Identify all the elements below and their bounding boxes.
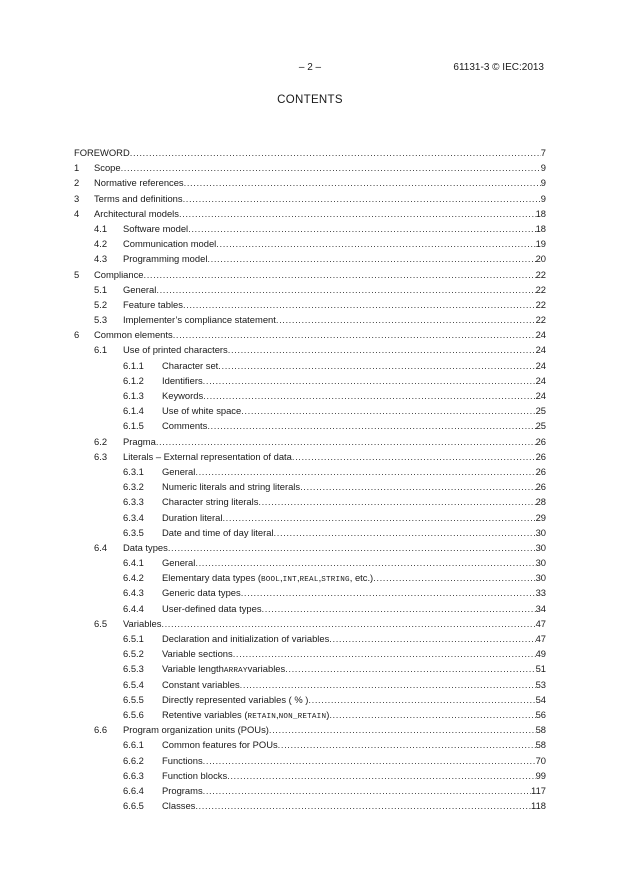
dot-leader [269,722,536,737]
dot-leader [183,297,536,312]
dot-leader [195,798,531,813]
dot-leader [373,570,535,585]
toc-entry-number: 6.6 [94,724,108,736]
toc-entry[interactable] [74,479,546,494]
toc-entry-line [123,282,546,297]
dot-leader [274,525,536,540]
toc-entry[interactable] [74,251,546,266]
toc-entry[interactable] [74,267,546,282]
dot-leader [183,191,541,206]
dot-leader [195,555,535,570]
toc-entry-number: 6.2 [94,435,108,447]
toc-entry-line [162,677,546,692]
toc-entry-title: Data types [123,541,168,553]
dot-leader [262,601,536,616]
toc-entry-line [123,236,546,251]
toc-entry-title: , [280,572,283,584]
toc-entry-page: 24 [535,359,546,371]
toc-entry-title: Normative references [94,177,184,189]
toc-entry-title: Directly represented variables ( % ) [162,693,309,705]
toc-entry-page: 51 [535,663,546,675]
document-id-header: 61131-3 © IEC:2013 [453,62,544,73]
toc-entry[interactable] [74,646,546,661]
toc-entry-code: RETAIN [247,712,277,721]
toc-entry[interactable] [74,373,546,388]
toc-entry-line [162,388,546,403]
toc-entry-title: Generic data types [162,587,241,599]
toc-entry-title: Functions [162,754,203,766]
toc-entry-page: 53 [535,678,546,690]
toc-entry-number: 6.1.5 [123,420,144,432]
toc-entry-title: Literals – External representation of data [123,450,292,462]
toc-entry-number: 6.4.4 [123,602,144,614]
dot-leader [203,783,531,798]
dot-leader [241,403,535,418]
toc-entry-number: 6.6.5 [123,800,144,812]
toc-entry-number: 6.3.1 [123,465,144,477]
toc-entry-number: 6.6.1 [123,739,144,751]
toc-entry-number: 5 [74,268,80,280]
toc-entry-title: Classes [162,800,196,812]
toc-entry-page: 26 [535,435,546,447]
toc-entry-line [162,692,546,707]
toc-entry-number: 6.6.3 [123,769,144,781]
dot-leader [233,646,536,661]
toc-entry-number: 1 [74,162,80,174]
toc-entry-page: 29 [535,511,546,523]
dot-leader [292,449,536,464]
toc-entry-page: 47 [535,617,546,629]
toc-entry-page: 19 [535,238,546,250]
toc-entry-page: 58 [535,739,546,751]
dot-leader [308,692,535,707]
toc-entry[interactable] [74,783,546,798]
toc-entry-title: Common features for POUs [162,739,278,751]
toc-entry-title: Use of white space [162,405,242,417]
toc-entry-page: 47 [535,633,546,644]
toc-entry-number: 6.4.2 [123,572,144,584]
dot-leader [130,145,541,160]
toc-entry-page: 22 [535,298,546,310]
toc-entry[interactable] [74,722,546,737]
toc-entry-title: Terms and definitions [94,192,183,204]
toc-entry-line [162,631,546,646]
dot-leader [184,175,541,190]
toc-entry-title: Use of printed characters [123,344,228,356]
toc-entry-title: Software model [123,222,189,234]
toc-entry[interactable] [74,206,546,221]
toc-entry-page: 18 [535,222,546,234]
toc-entry-page: 30 [535,526,546,538]
toc-entry-number: 6.5 [94,617,108,629]
toc-entry-title: Programming model [123,253,208,265]
toc-entry-page: 58 [535,724,546,736]
dot-leader [228,342,536,357]
toc-entry-number: 5.3 [94,314,108,326]
toc-entry-line [123,616,546,631]
toc-entry-title: Character set [162,359,219,371]
dot-leader [203,373,536,388]
toc-entry[interactable] [74,403,546,418]
toc-entry-line [94,175,546,190]
toc-entry-title: Programs [162,784,203,796]
toc-entry[interactable] [74,692,546,707]
dot-leader [276,312,536,327]
toc-entry-number: 6.4.3 [123,587,144,599]
toc-entry-page: 20 [535,253,546,265]
toc-entry-title: User-defined data types [162,602,262,614]
toc-entry-page: 25 [535,420,546,432]
toc-entry[interactable] [74,707,546,722]
toc-entry-number: 6.3 [94,450,108,462]
toc-entry-title: Keywords [162,390,204,401]
toc-entry-line [94,191,546,206]
toc-entry-number: 4.2 [94,238,108,250]
toc-entry[interactable] [74,464,546,479]
toc-entry-number: 6.3.5 [123,526,144,538]
dot-leader [179,206,536,221]
toc-entry-page: 22 [535,283,546,295]
toc-entry-page: 30 [535,541,546,553]
toc-entry-title: , [276,708,279,720]
toc-entry-title: ) [326,708,330,720]
toc-entry-page: 7 [540,147,546,158]
toc-entry[interactable] [74,282,546,297]
toc-entry-line [162,768,546,783]
toc-entry-page: 54 [535,693,546,705]
toc-entry-line [162,373,546,388]
toc-entry-title: Identifiers [162,374,203,386]
dot-leader [121,160,541,175]
toc-entry-line [94,327,546,342]
dot-leader [329,631,535,646]
toc-entry-page: 24 [535,390,546,401]
toc-entry-page: 33 [535,587,546,599]
dot-leader [144,267,536,282]
toc-entry[interactable] [74,677,546,692]
toc-entry-page: 22 [535,268,546,280]
toc-entry[interactable] [74,570,546,585]
toc-entry-title: Character string literals [162,496,259,508]
dot-leader [227,768,535,783]
toc-entry-line [123,449,546,464]
toc-entry-title: , [318,572,322,584]
dot-leader [203,753,536,768]
toc-entry-title: , [296,572,300,584]
dot-leader [222,510,535,525]
toc-entry-line [162,403,546,418]
toc-entry-number: 6.6.4 [123,784,144,796]
dot-leader [300,479,535,494]
toc-entry-title: General [162,465,196,477]
toc-entry-title: Duration literal [162,511,223,523]
toc-entry-page: 30 [535,557,546,569]
toc-entry-number: 6.5.3 [123,663,144,675]
toc-entry-page: 118 [531,800,546,812]
toc-entry-line [162,753,546,768]
dot-leader [240,677,536,692]
toc-entry-line [94,267,546,282]
toc-entry-number: 6.5.6 [123,708,144,720]
toc-entry-page: 49 [535,648,546,660]
toc-entry-number: 4.3 [94,253,108,265]
toc-entry[interactable] [74,798,546,813]
toc-entry[interactable] [74,768,546,783]
dot-leader [173,327,536,342]
toc-entry[interactable] [74,191,546,206]
toc-entry-page: 34 [535,602,546,614]
toc-entry-line [162,601,546,616]
dot-leader [207,251,535,266]
toc-entry-line [162,646,546,661]
dot-leader [156,434,536,449]
toc-entry-title: Architectural models [94,207,179,219]
dot-leader [207,418,535,433]
toc-entry-line [162,358,546,373]
toc-entry-title: Pragma [123,435,156,447]
toc-entry-line [123,297,546,312]
dot-leader [216,236,535,251]
dot-leader [168,540,536,555]
toc-entry-line [162,585,546,600]
toc-entry-code: BOOL [261,576,281,585]
toc-entry-title: Communication model [123,238,217,250]
toc-entry-page: 26 [535,481,546,493]
toc-entry-line [94,206,546,221]
toc-entry-number: 6.4 [94,541,108,553]
toc-entry-line [94,160,546,175]
toc-entry-page: 99 [535,769,546,781]
toc-entry-page: 9 [540,192,546,204]
toc-entry-number: 3 [74,192,80,204]
toc-entry-number: 4.1 [94,222,108,234]
toc-entry-title: Function blocks [162,769,228,781]
toc-entry-number: 6.1.4 [123,405,144,417]
toc-entry-number: 6.4.1 [123,557,144,569]
toc-entry[interactable] [74,494,546,509]
toc-entry-title: General [162,557,196,569]
toc-entry-number: 5.2 [94,298,108,310]
toc-entry-line [162,525,546,540]
toc-entry-title: FOREWORD [74,147,130,158]
toc-entry[interactable] [74,327,546,342]
dot-leader [278,737,536,752]
toc-entry-title: Common elements [94,329,173,341]
toc-entry-line [162,555,546,570]
toc-entry-line [162,783,546,798]
toc-entry-line [123,251,546,266]
toc-entry-title: Numeric literals and string literals [162,481,301,493]
toc-entry-title: Implementer’s compliance statement [123,314,276,326]
toc-entry-number: 6.5.5 [123,693,144,705]
toc-entry-line [162,464,546,479]
toc-entry-page: 9 [540,162,546,174]
toc-entry-line [162,494,546,509]
toc-entry-number: 6.1.2 [123,374,144,386]
toc-entry-number: 4 [74,207,80,219]
dot-leader [161,616,535,631]
dot-leader [218,358,535,373]
toc-entry-title: Date and time of day literal [162,526,274,538]
toc-entry-line [123,342,546,357]
dot-leader [329,707,535,722]
toc-entry[interactable] [74,737,546,752]
toc-entry[interactable] [74,555,546,570]
contents-title: CONTENTS [277,94,343,106]
toc-entry-line [162,798,546,813]
toc-entry-number: 2 [74,177,80,189]
toc-entry-line [123,540,546,555]
toc-entry-number: 6.1.1 [123,359,144,371]
toc-entry-title: Program organization units (POUs) [123,724,269,736]
toc-entry-title: Constant variables [162,678,240,690]
toc-entry-page: 9 [540,177,546,189]
toc-entry[interactable] [74,525,546,540]
toc-entry[interactable] [74,753,546,768]
toc-entry-title: Elementary data types ( [162,572,262,584]
toc-entry-page: 56 [535,708,546,720]
toc-entry-line [123,221,546,236]
dot-leader [258,494,535,509]
toc-entry[interactable] [74,297,546,312]
toc-entry-number: 5.1 [94,283,108,295]
toc-entry-number: 6.3.2 [123,481,144,493]
toc-entry-line [162,479,546,494]
toc-entry-page: 25 [535,405,546,417]
toc-entry-title: Retentive variables ( [162,708,248,720]
toc-entry-number: 6.1.3 [123,390,144,401]
toc-entry-number: 6.3.3 [123,496,144,508]
toc-entry-number: 6.5.1 [123,633,144,644]
toc-entry-title: Feature tables [123,298,183,310]
toc-entry-title: Declaration and initialization of variables [162,633,330,644]
toc-entry-title: Compliance [94,268,144,280]
toc-entry-number: 6.6.2 [123,754,144,766]
toc-entry-title: Variables [123,617,162,629]
toc-entry-line [74,145,546,160]
toc-entry-code: INT [282,576,297,585]
toc-entry[interactable] [74,616,546,631]
toc-entry[interactable] [74,540,546,555]
toc-entry[interactable] [74,510,546,525]
toc-entry[interactable] [74,631,546,646]
dot-leader [188,221,535,236]
toc-entry[interactable] [74,312,546,327]
toc-entry-title: , etc.) [349,572,374,584]
toc-entry-page: 24 [535,344,546,356]
toc-entry-title: General [123,283,157,295]
dot-leader [195,464,535,479]
toc-entry-number: 6 [74,329,80,341]
toc-entry-page: 117 [531,784,546,796]
toc-entry[interactable] [74,145,546,160]
toc-entry-page: 24 [535,329,546,341]
dot-leader [285,661,535,676]
toc-entry-page: 28 [535,496,546,508]
toc-entry[interactable] [74,434,546,449]
toc-entry-line [162,510,546,525]
toc-entry-title: Variable length [162,663,224,675]
toc-entry-title: variables [247,663,286,675]
toc-entry[interactable] [74,221,546,236]
dot-leader [156,282,535,297]
page-number-header: – 2 – [298,62,322,73]
toc-entry-page: 70 [535,754,546,766]
toc-entry-number: 6.3.4 [123,511,144,523]
toc-entry-line [162,418,546,433]
toc-entry-title: Variable sections [162,648,233,660]
toc-entry-line [123,434,546,449]
toc-entry-line [123,312,546,327]
toc-entry[interactable] [74,388,546,403]
dot-leader [241,585,536,600]
toc-entry-page: 26 [535,450,546,462]
dot-leader [203,388,535,403]
toc-entry[interactable] [74,175,546,190]
toc-entry-title: Comments [162,420,208,432]
toc-entry-page: 24 [535,374,546,386]
toc-entry-page: 30 [535,572,546,584]
toc-entry[interactable] [74,342,546,357]
toc-entry-line [123,722,546,737]
toc-entry-number: 6.5.4 [123,678,144,690]
toc-entry-line [162,737,546,752]
toc-entry[interactable] [74,358,546,373]
toc-entry-page: 26 [535,465,546,477]
toc-entry-number: 6.1 [94,344,108,356]
toc-entry-page: 18 [535,207,546,219]
toc-entry-code: REAL [299,576,319,585]
toc-entry-code: STRING [321,576,350,585]
toc-entry-code: NON_RETAIN [278,712,327,721]
toc-entry[interactable] [74,418,546,433]
toc-entry-code: ARRAY [223,667,248,676]
toc-entry[interactable] [74,661,546,676]
toc-entry[interactable] [74,585,546,600]
toc-entry-number: 6.5.2 [123,648,144,660]
toc-entry[interactable] [74,160,546,175]
table-of-contents [74,145,546,813]
toc-entry-page: 22 [535,314,546,326]
toc-entry[interactable] [74,601,546,616]
toc-entry-title: Scope [94,162,121,174]
toc-entry[interactable] [74,449,546,464]
toc-entry[interactable] [74,236,546,251]
